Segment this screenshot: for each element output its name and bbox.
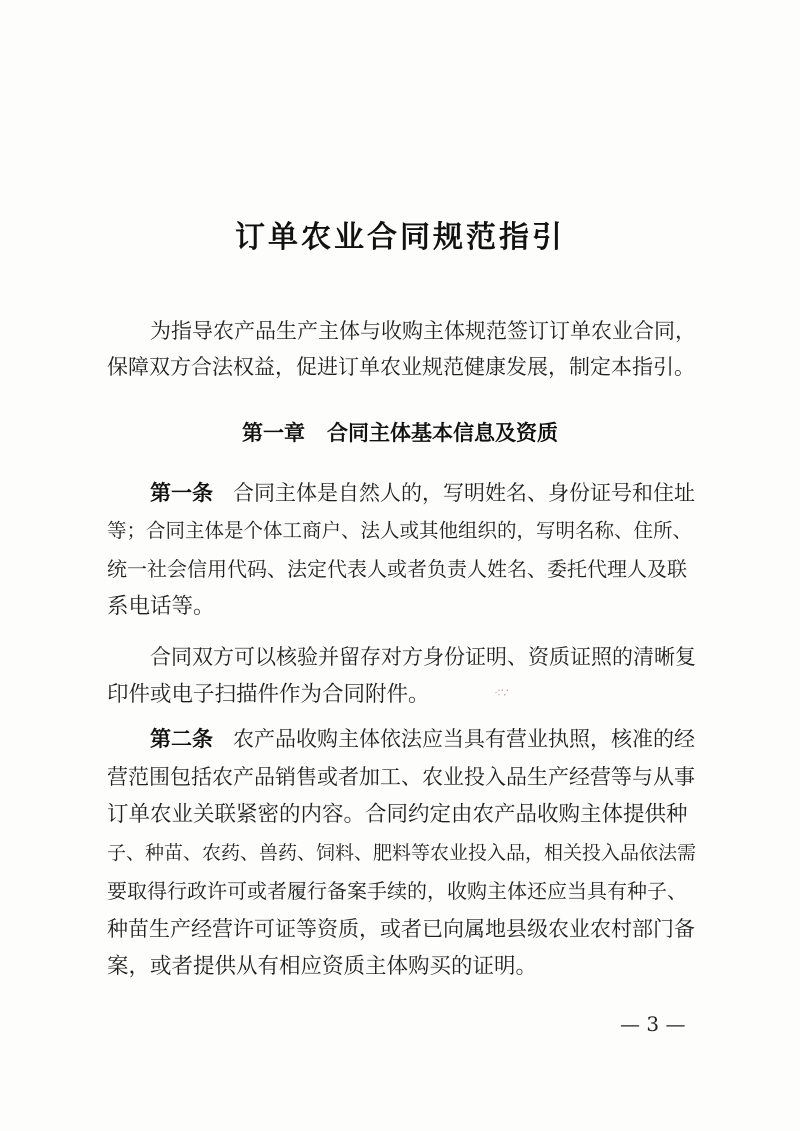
article-1-line-1 [150, 478, 698, 508]
preamble-line-1: 为指导农产品生产主体与收购主体规范签订订单农业合同， [150, 319, 696, 343]
article-2-line-4: 子、种苗、农药、兽药、饲料、肥料等农业投入品，相关投入品依法需 [107, 842, 697, 864]
document-title: 订单农业合同规范指引 [235, 220, 565, 255]
paragraph-2-line-1: 合同双方可以核验并留存对方身份证明、资质证照的清晰复 [150, 645, 696, 669]
article-1-line-2: 等；合同主体是个体工商户、法人或其他组织的，写明名称、住所、 [107, 519, 693, 542]
article-2-line-3: 订单农业关联紧密的内容。合同约定由农产品收购主体提供种 [107, 802, 688, 827]
article-1-line-3: 统一社会信用代码、法定代表人或者负责人姓名、委托代理人及联 [107, 557, 687, 581]
article-2-line-5: 要取得行政许可或者履行备案手续的，收购主体还应当具有种子、 [107, 879, 687, 903]
ink-smudge: ⁖∵ [494, 686, 509, 700]
article-1-label: 第一条 [150, 481, 213, 505]
page-number: — 3 — [620, 1012, 686, 1036]
chapter-heading [0, 417, 800, 447]
article-2-label: 第二条 [150, 727, 213, 751]
article-2-line-7: 案，或者提供从有相应资质主体购买的证明。 [107, 954, 538, 979]
article-2-text-1: 农产品收购主体依法应当具有营业执照，核准的经 [233, 727, 696, 751]
article-2-line-1 [150, 724, 698, 754]
article-1-line-4: 系电话等。 [107, 594, 215, 619]
chapter-title: 合同主体基本信息及资质 [327, 421, 558, 445]
article-2-line-6: 种苗生产经营许可证等资质，或者已向属地县级农业农村部门备 [107, 917, 695, 941]
paragraph-2-line-2: 印件或电子扫描件作为合同附件。 [107, 682, 430, 707]
preamble-line-2: 保障双方合法权益，促进订单农业规范健康发展，制定本指引。 [107, 355, 695, 379]
article-1-text-1: 合同主体是自然人的，写明姓名、身份证号和住址 [233, 481, 696, 505]
chapter-number: 第一章 [242, 421, 305, 445]
article-2-line-2: 营范围包括农产品销售或者加工、农业投入品生产经营等与从事 [107, 765, 695, 789]
